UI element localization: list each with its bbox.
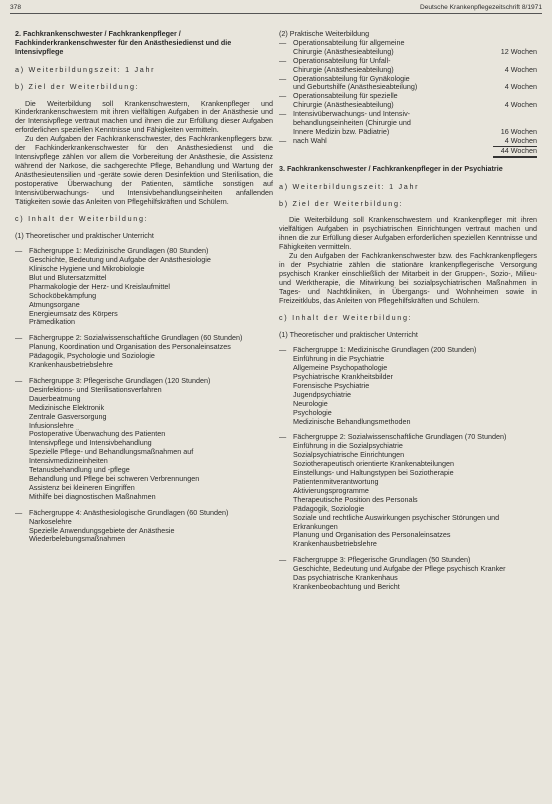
subject-item: Desinfektions- und Sterilisationsverfahren xyxy=(29,384,162,394)
content-heading: c) Inhalt der Weiterbildung: xyxy=(279,313,413,323)
subject-item: Sozialpsychiatrische Einrichtungen xyxy=(293,450,405,460)
subject-item: Medizinische Elektronik xyxy=(29,402,105,412)
subject-item: Einführung in die Psychiatrie xyxy=(293,354,385,364)
subject-item: Dauerbeatmung xyxy=(29,393,81,403)
subject-item: Das psychiatrische Krankenhaus xyxy=(293,573,398,583)
subject-item: Mithilfe bei diagnostischen Maßnahmen xyxy=(29,491,156,501)
subject-item: Pädagogik, Psychologie und Soziologie xyxy=(29,351,155,361)
subject-item: Planung, Koordination und Organisation des Personaleinsatzes xyxy=(29,342,231,352)
subject-item: Einführung in die Sozialpsychiatrie xyxy=(293,441,403,451)
subject-item: Prämedikation xyxy=(29,317,75,327)
subject-item: Geschichte, Bedeutung und Aufgabe der Anästhesiologie xyxy=(29,255,211,265)
subject-item: Psychiatrische Krankheitsbilder xyxy=(293,372,393,381)
schedule-weeks: 12 Wochen xyxy=(500,46,537,56)
subject-group-title: — Fächergruppe 2: Sozialwissenschaftliche Grundlagen (70 Stunden) xyxy=(279,433,537,442)
schedule-department: Chirurgie (Anästhesieabteilung) xyxy=(293,46,394,56)
training-goal-heading: b) Ziel der Weiterbildung: xyxy=(15,81,140,91)
subject-group xyxy=(279,556,537,592)
subject-item: Jugendpsychiatrie xyxy=(293,389,351,399)
schedule-department: Chirurgie (Anästhesieabteilung) xyxy=(293,100,394,110)
subject-item: Zentrale Gasversorgung xyxy=(29,411,107,421)
subject-group-title: — Fächergruppe 3: Pflegerische Grundlagen (50 Stunden) xyxy=(279,556,537,565)
subject-item: Wiederbelebungsmaßnahmen xyxy=(29,534,126,544)
schedule-row xyxy=(279,137,537,147)
subject-item: Narkoselehre xyxy=(29,516,72,526)
subject-item: Infusionslehre xyxy=(29,420,74,430)
subject-group xyxy=(15,509,273,545)
subject-group xyxy=(15,334,273,370)
subject-item: Postoperative Überwachung des Patienten xyxy=(29,429,166,439)
schedule-weeks: 4 Wochen xyxy=(504,82,537,92)
schedule-department: — Intensivüberwachungs- und Intensiv- xyxy=(279,110,493,119)
subject-groups xyxy=(279,346,537,592)
schedule-department: und Geburtshilfe (Anästhesieabteilung) xyxy=(293,82,418,92)
journal-title: Deutsche Krankenpflegezeitschrift 8/1971 xyxy=(419,4,542,11)
schedule-department: Chirurgie (Anästhesieabteilung) xyxy=(293,64,394,74)
schedule-weeks: 4 Wochen xyxy=(504,100,537,110)
subject-item: Soziotherapeutisch orientierte Krankenabteilungen xyxy=(293,459,455,469)
subject-item: Klinische Hygiene und Mikrobiologie xyxy=(29,264,145,274)
subject-item: Krankenbeobachtung und Bericht xyxy=(293,581,400,591)
subject-item: Schocköbekämpfung xyxy=(29,290,97,300)
subject-item: Krankenhausbetriebslehre xyxy=(29,360,113,370)
subject-item: Medizinische Behandlungsmethoden xyxy=(293,416,411,426)
subject-item: Assistenz bei kleineren Eingriffen xyxy=(29,482,135,492)
subject-item: Patientenmitverantwortung xyxy=(293,476,379,486)
subject-groups xyxy=(15,247,273,544)
subject-item: Neurologie xyxy=(293,398,328,408)
subject-item: Pharmakologie der Herz- und Kreislaufmittel xyxy=(29,281,171,291)
schedule-department: — Operationsabteilung für spezielle xyxy=(279,92,493,101)
subject-group-title: — Fächergruppe 3: Pflegerische Grundlagen (120 Stunden) xyxy=(15,377,273,386)
schedule-total: 44 Wochen xyxy=(493,147,537,158)
schedule-weeks: 4 Wochen xyxy=(504,64,537,74)
schedule-department: — Operationsabteilung für Gynäkologie xyxy=(279,75,493,84)
training-goal-heading: b) Ziel der Weiterbildung: xyxy=(279,198,404,208)
subject-group-title: — Fächergruppe 1: Medizinische Grundlagen (200 Stunden) xyxy=(279,346,537,355)
left-column xyxy=(15,30,273,551)
subject-group xyxy=(279,433,537,549)
section-title-3: 3. Fachkrankenschwester / Fachkrankenpfleger in der Psychiatrie xyxy=(279,163,503,173)
content-heading: c) Inhalt der Weiterbildung: xyxy=(15,214,149,224)
subject-item: Pädagogik, Soziologie xyxy=(293,503,365,513)
section-title-2: 2. Fachkrankenschwester / Fachkrankenpfleger / Fachkinderkrankenschwester für den Anästhesiedienst und die Intensivpflege xyxy=(15,29,232,56)
schedule-department: Innere Medizin bzw. Pädiatrie) xyxy=(293,126,390,136)
subject-item: Behandlung und Pflege bei schweren Verbrennungen xyxy=(29,473,200,483)
subject-item: Psychologie xyxy=(293,407,332,417)
goal-paragraph: Die Weiterbildung soll Krankenschwestern und Krankenpfleger mit ihren vielfältigen Aufgaben in psychiatrischen Einrichtungen vertraut machen und ihnen die zur Erfüllung dieser Aufgaben erforderlichen speziellen Kenntnisse und Fähigkeiten vermitteln. xyxy=(279,215,537,252)
subject-group-title: — Fächergruppe 2: Sozialwissenschaftliche Grundlagen (60 Stunden) xyxy=(15,334,273,343)
schedule-department: — nach Wahl xyxy=(279,137,493,147)
subject-item: Spezielle Anwendungsgebiete der Anästhesie xyxy=(29,525,175,535)
subject-group-title: — Fächergruppe 4: Anästhesiologische Grundlagen (60 Stunden) xyxy=(15,509,273,518)
subject-item: Forensische Psychiatrie xyxy=(293,380,370,390)
schedule-department: — Operationsabteilung für Unfall- xyxy=(279,57,493,66)
practical-subheading: (2) Praktische Weiterbildung xyxy=(279,29,370,38)
theory-subheading: (1) Theoretischer und praktischer Unterricht xyxy=(279,330,418,340)
schedule-department xyxy=(279,147,493,158)
subject-item: Geschichte, Bedeutung und Aufgabe der Pflege psychisch Kranker xyxy=(293,564,506,574)
subject-item: Atmungsorgane xyxy=(29,299,80,309)
tasks-paragraph: Zu den Aufgaben der Fachkrankenschwester bzw. des Fachkrankenpflegers in der Psychiatrie zählen die stationäre krankenpflegerische Versorgung psychisch Kranker einschließlich der Mitarbeit in der Gruppen-, Sozio-, Milieu- und Werktherapie, die Mitwirkung bei sozialpsychiatrischen Maßnahmen in Tages- und Nachtkliniken, in Übergangs- und Wohnheimen sowie in Freizeitklubs, das Anleiten von Pflegehilfskräften und Schülern. xyxy=(279,251,537,305)
subject-item: Allgemeine Psychopathologie xyxy=(293,363,388,373)
subject-item: Intensivpflege und Intensivbehandlung xyxy=(29,438,152,448)
subject-group xyxy=(15,247,273,327)
subject-group-title: — Fächergruppe 1: Medizinische Grundlagen (80 Stunden) xyxy=(15,247,273,256)
right-column xyxy=(279,30,537,599)
page-header xyxy=(10,3,542,14)
page-number: 378 xyxy=(10,4,22,11)
schedule-department: behandlungseinheiten (Chirurgie und xyxy=(293,118,411,128)
schedule-department: — Operationsabteilung für allgemeine xyxy=(279,39,493,48)
subject-item: Aktivierungsprogramme xyxy=(293,485,369,495)
schedule-weeks: 16 Wochen xyxy=(500,126,537,136)
schedule-row xyxy=(279,147,537,158)
practical-schedule xyxy=(279,39,537,158)
subject-item: Krankenhausbetriebslehre xyxy=(293,539,377,549)
subject-group xyxy=(15,377,273,502)
goal-paragraph: Die Weiterbildung soll Krankenschwestern, Krankenpfleger und Kinderkrankenschwestern mit ihren vielfältigen Aufgaben in der Anästhesie und der Intensivpflege vertraut machen und ihnen die zur Erfüllung dieser Aufgaben erforderlichen speziellen Kenntnisse und Fähigkeiten vermitteln. xyxy=(15,98,273,135)
training-duration: a) Weiterbildungszeit: 1 Jahr xyxy=(279,181,420,191)
subject-item: Einstellungs- und Haltungstypen bei Soziotherapie xyxy=(293,468,454,478)
theory-subheading: (1) Theoretischer und praktischer Unterricht xyxy=(15,231,154,241)
subject-item: Planung und Organisation des Personaleinsatzes xyxy=(293,530,451,540)
tasks-paragraph: Zu den Aufgaben der Fachkrankenschwester, des Fachkrankenpflegers bzw. der Fachkinderkrankenschwester für den Anästhesiedienst und die Intensivpflege zählen vor allem die Vorbereitung der Anästhesie, die Assistenz während der Narkose, die sachgerechte Pflege, Behandlung und Wartung der Anästhesieutensilien und -geräte sowie deren Desinfektion und Sterilisation, die postoperative Überwachung der Patienten, sämtliche sonstigen auf Intensivüberwachungs- und Intensivbehandlungseinheiten anfallenden Tätigkeiten sowie das Anleiten von Pflegehilfskräften und Schülern. xyxy=(15,134,273,206)
schedule-weeks: 4 Wochen xyxy=(493,137,537,147)
subject-item: Tetanusbehandlung und -pflege xyxy=(29,465,130,475)
schedule-weeks xyxy=(493,110,537,119)
subject-item: Spezielle Pflege- und Behandlungsmaßnahmen auf Intensivmedizineinheiten xyxy=(29,447,194,466)
subject-item: Soziale und rechtliche Auswirkungen psychischer Störungen und Erkrankungen xyxy=(293,512,500,531)
subject-group xyxy=(279,346,537,426)
subject-item: Therapeutische Position des Personals xyxy=(293,494,418,504)
subject-item: Blut und Blutersatzmittel xyxy=(29,272,107,282)
training-duration: a) Weiterbildungszeit: 1 Jahr xyxy=(15,64,156,74)
subject-item: Energieumsatz des Körpers xyxy=(29,308,118,318)
